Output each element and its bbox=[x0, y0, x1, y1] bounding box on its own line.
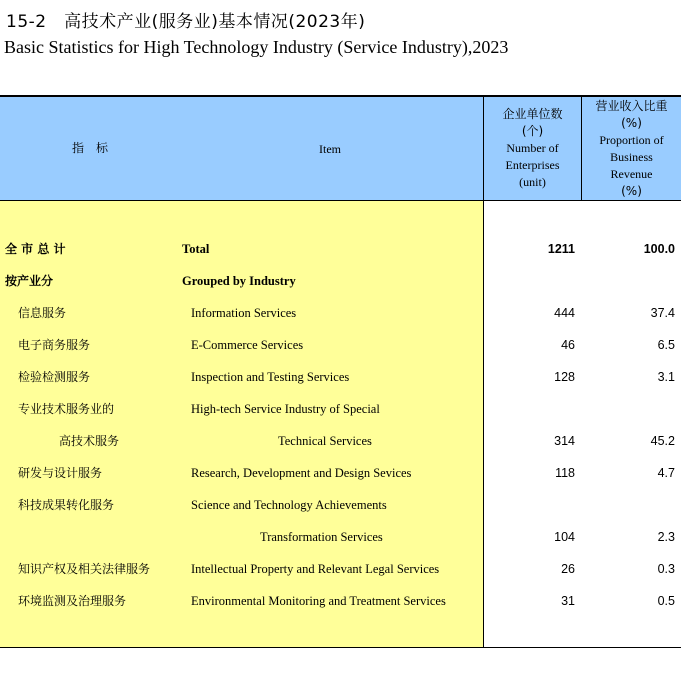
header-item: Item bbox=[319, 142, 341, 156]
table-bottom-rule bbox=[0, 647, 681, 648]
header-indicator: 指 标 bbox=[71, 141, 108, 155]
page-title-cn: 15-2 高技术产业(服务业)基本情况(2023年) bbox=[6, 12, 366, 32]
header-enterprises: 企业单位数 (个) Number of Enterprises (unit) bbox=[502, 107, 563, 189]
table-top-rule bbox=[0, 95, 681, 97]
header-revenue: 营业收入比重 (%) Proportion of Business Revenue (%) bbox=[595, 99, 668, 198]
header-bottom-rule bbox=[0, 200, 681, 201]
label-column-highlight bbox=[0, 201, 483, 647]
page-title-en: Basic Statistics for High Technology Industry (Service Industry),2023 bbox=[4, 37, 509, 57]
